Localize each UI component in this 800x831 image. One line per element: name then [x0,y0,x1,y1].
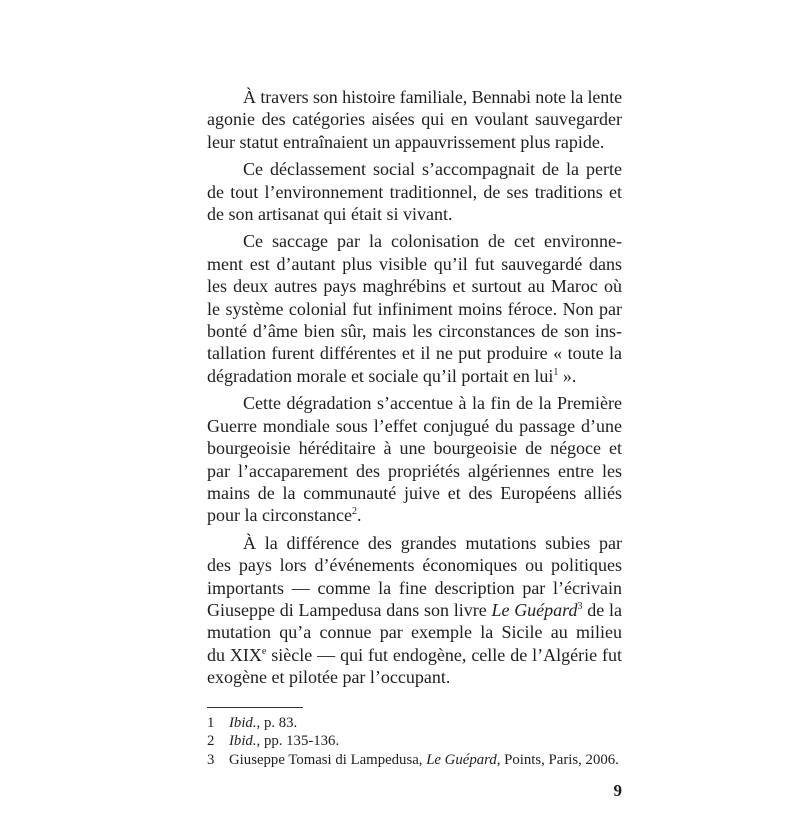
footnote-1 [207,714,627,733]
text-line: bonté d’âme bien sûr, mais les circonstances de son ins- [207,321,622,342]
page-number-row [207,781,622,801]
text-line: À travers son histoire familiale, Bennabi note la lente [243,87,622,107]
text-line: exogène et pilotée par l’occupant. [207,667,451,688]
footnote-ref-2[interactable]: 2 [351,506,357,518]
paragraph-4 [207,392,622,526]
text-line: par l’accaparement des propriétés algériennes entre les [207,460,622,481]
footnote-italic: Ibid. [229,733,257,750]
text-line: agonie des catégories aisées qui en voulant sauvegarder [207,109,622,130]
text-line: À la différence des grandes mutations subies par [243,532,622,553]
book-title: Le Guépard [491,599,578,620]
paragraph-2 [207,158,622,225]
text-line: les deux autres pays maghrébins et surtout au Maroc où [207,276,622,297]
footnote-3 [207,751,627,770]
footnote-ref-1[interactable]: 1 [553,366,559,378]
footnotes [207,714,627,770]
text-segment: Giuseppe di Lampedusa dans son livre [207,599,492,620]
text-line: Cette dégradation s’accentue à la fin de la Première [243,393,622,414]
body-text [207,86,622,689]
text-line: de tout l’environnement traditionnel, de ses traditions et [207,181,622,202]
text-segment: . [356,505,362,526]
page-number: 9 [613,781,622,801]
text-line: Ce saccage par la colonisation de cet environne- [243,231,622,252]
text-segment: dégradation morale et sociale qu’il portait en lui [207,365,554,386]
text-segment: du XIX [207,644,262,665]
text-line [207,599,622,621]
text-line: Guerre mondiale sous l’effet conjugué du passage d’une [207,415,622,436]
text-line: le système colonial fut infiniment moins féroce. Non par [207,298,622,319]
paragraph-5 [207,532,622,689]
footnote-number: 1 [207,714,215,731]
text-line: des pays lors d’événements économiques ou politiques [207,555,622,576]
footnote-2 [207,732,627,751]
text-segment: ». [558,365,577,386]
footnote-italic: Ibid. [229,714,257,731]
century-superscript: e [261,645,267,657]
text-line: de son artisanat qui était si vivant. [207,204,453,225]
text-line: Ce déclassement social s’accompagnait de la perte [243,159,622,180]
text-segment: , p. 83. [256,714,298,731]
text-line: mains de la communauté juive et des Européens alliés [207,482,622,503]
footnote-number: 2 [207,733,215,750]
paragraph-1 [207,86,622,153]
text-line [207,365,622,387]
text-segment: siècle — qui fut endogène, celle de l’Algérie fut [266,644,622,665]
text-segment: Giuseppe Tomasi di Lampedusa, [229,751,427,768]
footnote-divider [207,707,303,708]
text-line: bourgeoisie héréditaire à une bourgeoisie de négoce et [207,438,622,459]
footnote-italic: Le Guépard [426,751,497,768]
footnote-number: 3 [207,751,215,768]
text-segment: pour la circonstance [207,505,352,526]
footnote-text [229,751,619,770]
text-segment: , pp. 135-136. [256,733,340,750]
text-line: tallation furent différentes et il ne put produire « toute la [207,343,622,364]
footnote-text [229,732,339,751]
text-line [207,644,622,666]
text-line: importants — comme la fine description par l’écrivain [207,577,622,598]
text-line [207,504,622,526]
text-line: mutation qu’a connue par exemple la Sicile au milieu [207,622,622,643]
text-line: ment est d’autant plus visible qu’il fut sauvegardé dans [207,253,622,274]
text-segment: de la [582,599,622,620]
footnote-ref-3[interactable]: 3 [577,600,583,612]
text-line: leur statut entraînaient un appauvrissement plus rapide. [207,131,605,152]
text-segment: , Points, Paris, 2006. [496,751,619,768]
footnote-area [207,707,627,770]
footnote-text [229,714,297,733]
paragraph-3 [207,230,622,387]
